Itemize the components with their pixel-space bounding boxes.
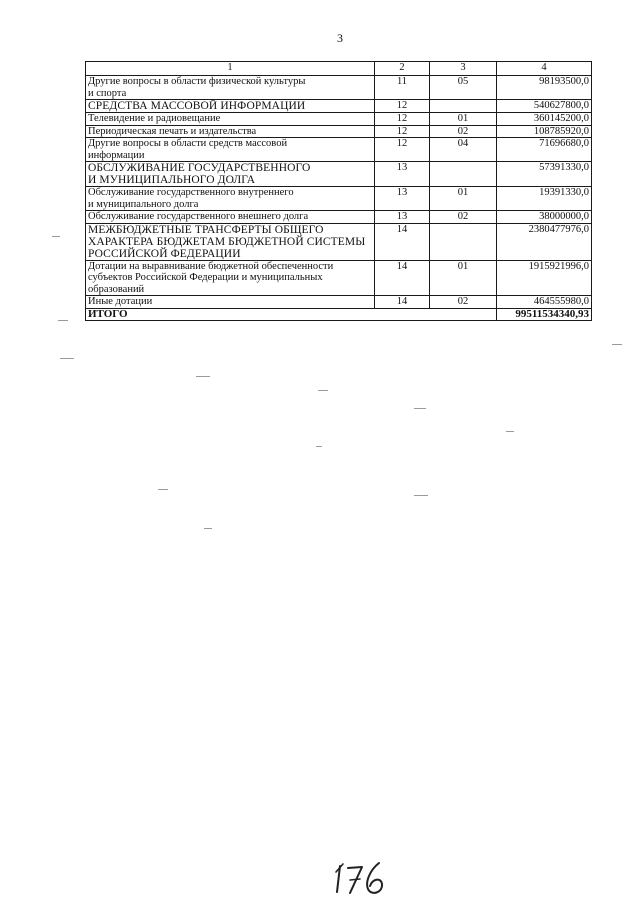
- row-subsection-code: 01: [430, 113, 497, 126]
- budget-table: [85, 61, 592, 321]
- row-subsection-code: [430, 100, 497, 113]
- row-name-cell: [86, 162, 375, 187]
- row-amount: 2380477976,0: [497, 223, 592, 260]
- row-name-line: и спорта: [88, 87, 127, 99]
- row-amount: 19391330,0: [497, 187, 592, 211]
- row-name-line: Периодическая печать и издательства: [88, 125, 257, 137]
- header-cell-subsection: 3: [430, 62, 497, 76]
- handwritten-page-signature: [334, 858, 390, 898]
- row-name-line: Иные дотации: [88, 296, 153, 307]
- header-cell-section: 2: [375, 62, 430, 76]
- row-name-line: МЕЖБЮДЖЕТНЫЕ ТРАНСФЕРТЫ ОБЩЕГО: [88, 223, 324, 236]
- row-amount: 57391330,0: [497, 162, 592, 187]
- row-subsection-code: 02: [430, 211, 497, 224]
- row-section-code: 13: [375, 187, 430, 211]
- row-name-line: И МУНИЦИПАЛЬНОГО ДОЛГА: [88, 174, 256, 186]
- table-body: [86, 76, 592, 309]
- row-subsection-code: [430, 223, 497, 260]
- total-label: ИТОГО: [86, 308, 497, 321]
- row-name-cell: [86, 76, 375, 100]
- table-row: [86, 76, 592, 100]
- row-name-cell: [86, 296, 375, 309]
- row-section-code: 12: [375, 125, 430, 138]
- row-section-code: 14: [375, 296, 430, 309]
- row-amount: 360145200,0: [497, 113, 592, 126]
- total-amount: 99511534340,93: [497, 308, 592, 321]
- row-section-code: 12: [375, 138, 430, 162]
- row-subsection-code: 04: [430, 138, 497, 162]
- row-section-code: 12: [375, 100, 430, 113]
- row-section-code: 13: [375, 162, 430, 187]
- row-name-line: субъектов Российской Федерации и муниципальных: [88, 272, 323, 283]
- row-name-cell: [86, 113, 375, 126]
- table-row: [86, 260, 592, 296]
- row-name-line: информации: [88, 149, 145, 161]
- row-section-code: 14: [375, 223, 430, 260]
- row-name-line: Обслуживание государственного внешнего долга: [88, 211, 309, 222]
- row-name-line: СРЕДСТВА МАССОВОЙ ИНФОРМАЦИИ: [88, 100, 306, 112]
- row-name-line: образований: [88, 283, 145, 295]
- row-amount: 108785920,0: [497, 125, 592, 138]
- row-subsection-code: [430, 162, 497, 187]
- table-header-row: [86, 62, 592, 76]
- table-row: [86, 162, 592, 187]
- row-section-code: 11: [375, 76, 430, 100]
- row-name-line: Телевидение и радиовещание: [88, 113, 221, 124]
- row-amount: 1915921996,0: [497, 260, 592, 296]
- row-name-line: ОБСЛУЖИВАНИЕ ГОСУДАРСТВЕННОГО: [88, 162, 311, 174]
- row-section-code: 12: [375, 113, 430, 126]
- row-name-line: Обслуживание государственного внутреннего: [88, 187, 294, 198]
- row-amount: 540627800,0: [497, 100, 592, 113]
- row-amount: 98193500,0: [497, 76, 592, 100]
- row-section-code: 14: [375, 260, 430, 296]
- table-row: [86, 125, 592, 138]
- table-row: [86, 113, 592, 126]
- row-name-cell: [86, 211, 375, 224]
- table-row: [86, 187, 592, 211]
- table-row: [86, 100, 592, 113]
- row-subsection-code: 01: [430, 260, 497, 296]
- row-amount: 464555980,0: [497, 296, 592, 309]
- table-row: [86, 296, 592, 309]
- header-cell-amount: 4: [497, 62, 592, 76]
- row-name-cell: [86, 260, 375, 296]
- row-subsection-code: 01: [430, 187, 497, 211]
- table-row: [86, 223, 592, 260]
- row-name-line: Дотации на выравнивание бюджетной обеспеченности: [88, 260, 334, 272]
- table-row: [86, 138, 592, 162]
- row-name-line: Другие вопросы в области физической культуры: [88, 76, 306, 87]
- row-amount: 38000000,0: [497, 211, 592, 224]
- row-name-cell: [86, 223, 375, 260]
- row-name-line: Другие вопросы в области средств массовой: [88, 138, 288, 149]
- row-name-line: ХАРАКТЕРА БЮДЖЕТАМ БЮДЖЕТНОЙ СИСТЕМЫ: [88, 235, 366, 248]
- row-subsection-code: 02: [430, 296, 497, 309]
- row-subsection-code: 05: [430, 76, 497, 100]
- row-amount: 71696680,0: [497, 138, 592, 162]
- row-subsection-code: 02: [430, 125, 497, 138]
- row-name-cell: [86, 187, 375, 211]
- row-name-cell: [86, 100, 375, 113]
- row-name-line: РОССИЙСКОЙ ФЕДЕРАЦИИ: [88, 247, 241, 260]
- row-section-code: 13: [375, 211, 430, 224]
- row-name-line: и муниципального долга: [88, 198, 199, 210]
- row-name-cell: [86, 125, 375, 138]
- table-row: [86, 211, 592, 224]
- page-number: 3: [337, 31, 343, 45]
- total-row: [86, 308, 592, 321]
- header-cell-name: 1: [86, 62, 375, 76]
- row-name-cell: [86, 138, 375, 162]
